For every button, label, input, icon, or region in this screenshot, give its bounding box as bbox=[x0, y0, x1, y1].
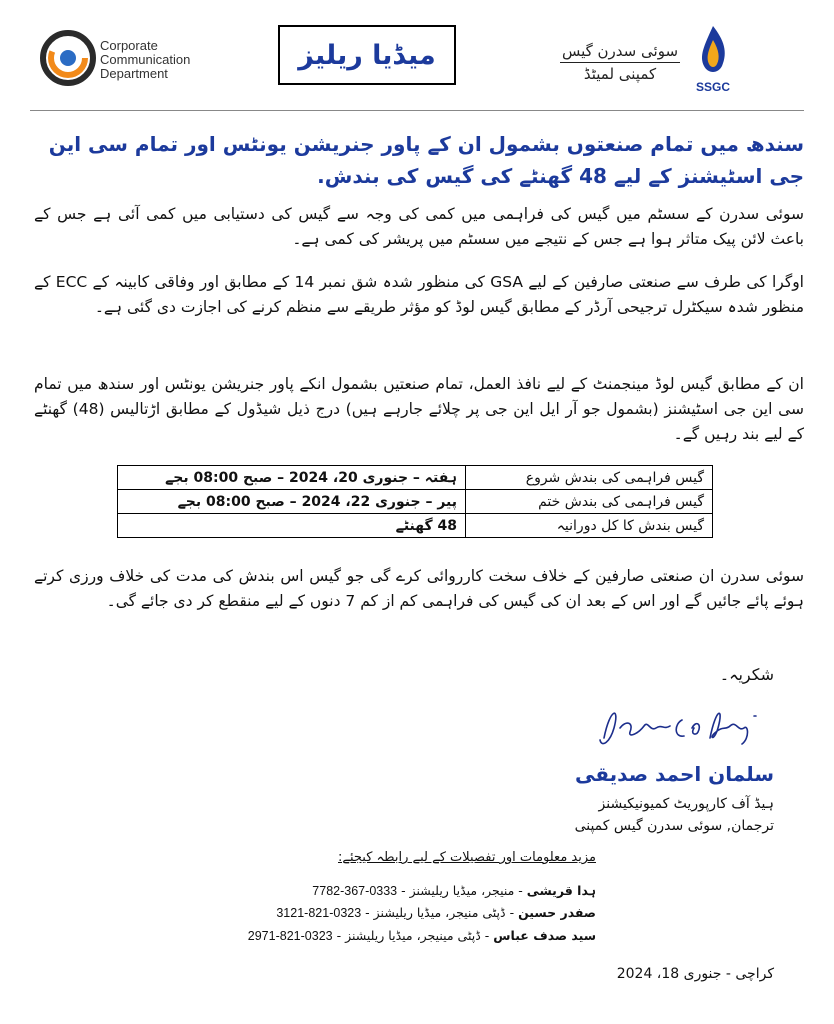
schedule-value: 48 گھنٹے bbox=[118, 514, 466, 538]
company-name: سوئی سدرن گیس کمپنی لمیٹڈ bbox=[561, 42, 679, 83]
shutdown-schedule-table bbox=[117, 465, 713, 538]
department-name: Corporate Communication Department bbox=[100, 38, 191, 81]
contact-role: - ڈپٹی مینیجر، میڈیا ریلیشنز - bbox=[332, 928, 494, 943]
table-row bbox=[118, 514, 713, 538]
letterhead bbox=[0, 0, 834, 112]
headline: سندھ میں تمام صنعتوں بشمول ان کے پاور جنریشن یونٹس اور تمام سی این جی اسٹیشنز کے لیے 48 گھنٹے کی گیس کی بندش. bbox=[48, 132, 804, 188]
contact-role: - منیجر، میڈیا ریلیشنز - bbox=[397, 883, 527, 898]
corporate-communication-logo-icon bbox=[40, 30, 96, 86]
paragraph-1: سوئی سدرن کے سسٹم میں گیس کی فراہمی میں کمی کی وجہ سے گیس کی دستیابی میں کمی آئی ہے جس کے باعث لائن پیک متاثر ہوا ہے جس کے نتیجے میں سسٹم میں پریشر کی کمی ہے۔ bbox=[34, 205, 804, 248]
schedule-value: ہفتہ – جنوری 20، 2024 – صبح 08:00 بجے bbox=[118, 466, 466, 490]
signatory-name: سلمان احمد صدیقی bbox=[575, 762, 774, 786]
contact-name: ہدا قریشی bbox=[526, 883, 596, 898]
paragraph-3: ان کے مطابق گیس لوڈ مینجمنٹ کے لیے نافذ العمل، تمام صنعتیں بشمول انکے پاور جنریشن یونٹس اور سندھ میں تمام سی این جی اسٹیشنز (بشمول جو آر ایل این جی پر چلائے جارہے ہیں) درج ذیل شیڈول کے مطابق اڑتالیس (48) گھنٹے کے لیے بند رہیں گے۔ bbox=[34, 375, 804, 443]
ssgc-abbr: SSGC bbox=[695, 80, 730, 94]
contact-item bbox=[312, 883, 596, 898]
signatory-title: ہیڈ آف کارپوریٹ کمیونیکیشنز bbox=[598, 796, 774, 812]
paragraph-4: سوئی سدرن ان صنعتی صارفین کے خلاف سخت کارروائی کرے گی جو گیس اس بندش کی مدت کی خلاف ورزی کرتے ہوئے پائے جائیں گے اور اس کے بعد ان کی گیس کی فراہمی کم از کم 7 دنوں کے لیے منقطع کر دی جائے گی۔ bbox=[34, 567, 804, 610]
media-release-title: میڈیا ریلیز bbox=[278, 25, 456, 85]
signatory-title-2: ترجمان, سوئی سدرن گیس کمپنی bbox=[574, 818, 774, 834]
contact-item bbox=[276, 905, 596, 920]
closing: شکریہ۔ bbox=[719, 665, 774, 684]
contact-name: صفدر حسین bbox=[518, 905, 596, 920]
contacts-heading: مزید معلومات اور تفصیلات کے لیے رابطہ کیجئے: bbox=[338, 850, 596, 865]
paragraph-2: اوگرا کی طرف سے صنعتی صارفین کے لیے GSA کی منظور شدہ شق نمبر 14 کے مطابق اور وفاقی کابینہ کے ECC کے منظور شدہ سیکٹرل ترجیحی آرڈر کے مطابق گیس لوڈ کو مؤثر طریقے سے منظم کرنے کی اجازت دی گئی ہے۔ bbox=[34, 273, 804, 316]
contact-phone: 0323-821-2971 bbox=[247, 929, 333, 943]
schedule-value: پیر – جنوری 22، 2024 – صبح 08:00 بجے bbox=[118, 490, 466, 514]
contact-phone: 0333-367-7782 bbox=[312, 884, 398, 898]
header-divider bbox=[30, 110, 804, 111]
dateline: کراچی - جنوری 18، 2024 bbox=[616, 966, 774, 982]
schedule-label: گیس فراہمی کی بندش ختم bbox=[466, 490, 713, 514]
schedule-label: گیس فراہمی کی بندش شروع bbox=[466, 466, 713, 490]
schedule-label: گیس بندش کا کل دورانیہ bbox=[466, 514, 713, 538]
contact-role: - ڈپٹی منیجر، میڈیا ریلیشنز - bbox=[361, 905, 519, 920]
handwritten-signature bbox=[590, 698, 770, 758]
table-row bbox=[118, 490, 713, 514]
contact-item bbox=[248, 928, 596, 943]
contact-name: سید صدف عباس bbox=[493, 928, 596, 943]
contact-phone: 0323-821-3121 bbox=[276, 906, 362, 920]
table-row bbox=[118, 466, 713, 490]
